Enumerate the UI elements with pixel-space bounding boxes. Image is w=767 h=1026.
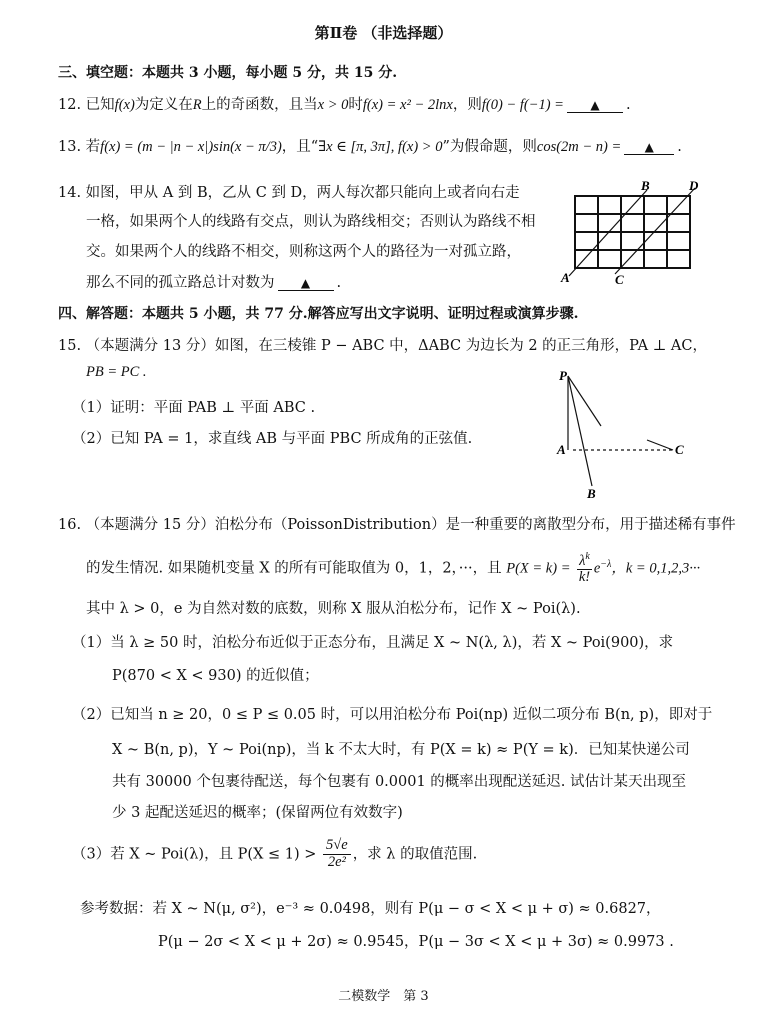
q15-part2: （2）已知 PA = 1，求直线 AB 与平面 PBC 所成角的正弦值. <box>72 431 473 447</box>
q16-p2-line2: X ~ B(n, p)，Y ~ Poi(np)，当 k 不太大时，有 P(X = k) ≈ P(Y = k)．已知某快递公司 <box>112 742 690 758</box>
q16-line2 <box>86 552 700 585</box>
q14-label-C: C <box>615 272 624 287</box>
q16-p3-num: 5√e <box>323 838 351 855</box>
q12-expr: f(x) = x² − 2lnx <box>362 97 453 113</box>
q13-text-c: ”为假命题，则 <box>442 139 537 155</box>
q12-ask: f(0) − f(−1) = <box>481 97 564 113</box>
q12-answer-blank[interactable]: ▲ <box>567 98 623 113</box>
q15-label-B: B <box>587 486 596 501</box>
q13-end: . <box>677 139 682 155</box>
q14-line4 <box>86 271 341 292</box>
q14-text1: 如图，甲从 A 到 B，乙从 C 到 D，两人每次都只能向上或者向右走 <box>85 185 520 201</box>
q15-part1: （1）证明：平面 PAB ⊥ 平面 ABC . <box>72 400 316 416</box>
q16-p2-line4: 少 3 起配送延迟的概率；(保留两位有效数字) <box>112 805 403 821</box>
q14-num: 14. <box>58 185 82 201</box>
q12-fx: f(x) <box>114 97 135 113</box>
q16-pmf-num-sup: k <box>585 551 590 562</box>
q12 <box>58 93 631 114</box>
q13-num: 13. <box>58 139 82 155</box>
q16-line3: 其中 λ > 0，e 为自然对数的底数，则称 X 服从泊松分布，记作 X ~ Poi(λ). <box>86 601 581 617</box>
q15-num: 15. <box>58 338 82 354</box>
q16-pmf-exp: e <box>593 560 601 577</box>
section4-heading: 四、解答题：本题共 5 小题，共 77 分.解答应写出文字说明、证明过程或演算步骤. <box>58 306 579 322</box>
q16-text2: 的发生情况. 如果随机变量 X 的所有可能取值为 0，1，2，···，且 <box>86 560 502 577</box>
q13-text-b: ，且“ <box>281 139 319 155</box>
q15-line2: PB = PC . <box>86 364 147 380</box>
q16-p3-den: 2e² <box>327 853 346 870</box>
q16-pmf-k: ，k = 0,1,2,3··· <box>611 560 701 577</box>
q13 <box>58 135 682 156</box>
q12-text-d: 时 <box>348 97 363 113</box>
q12-text-c: 上的奇函数，且当 <box>201 97 318 113</box>
q13-answer-blank[interactable]: ▲ <box>624 140 674 155</box>
q14-text4: 那么不同的孤立路总计对数为 <box>86 275 275 291</box>
q14-grid-figure <box>555 178 715 288</box>
q16-ref2: P(μ − 2σ < X < μ + 2σ) ≈ 0.9545，P(μ − 3σ < X < μ + 3σ) ≈ 0.9973 . <box>158 934 674 950</box>
q16-pmf-frac <box>577 552 592 585</box>
q16-line1 <box>58 513 736 534</box>
q14-label-A: A <box>561 270 570 285</box>
q16-p1-line1: （1）当 λ ≥ 50 时，泊松分布近似于正态分布，且满足 X ~ N(λ, λ)，若 X ~ Poi(900)，求 <box>72 635 674 651</box>
q14-line3: 交。如果两个人的线路不相交，则称这两个人的路径为一对孤立路， <box>86 244 521 260</box>
q16-p3 <box>72 838 477 871</box>
q16-pmf-lhs: P(X = k) = <box>506 560 571 577</box>
q14-label-D: D <box>689 178 699 193</box>
q14-line2: 一格，如果两个人的线路有交点，则认为路线相交；否则认为路线不相 <box>86 214 536 230</box>
q14-end: . <box>336 275 342 291</box>
section3-heading: 三、填空题：本题共 3 小题，每小题 5 分，共 15 分. <box>58 65 398 81</box>
q16-pmf-exp-sup: −λ <box>600 558 612 570</box>
q13-ask: cos(2m − n) = <box>536 139 622 155</box>
q15-line1 <box>58 334 707 355</box>
q16-num: 16. <box>58 517 82 533</box>
q16-p3-a: （3）若 X ~ Poi(λ)，且 P(X ≤ 1) > <box>72 846 317 863</box>
q14-answer-blank[interactable]: ▲ <box>278 276 334 291</box>
q12-end: . <box>625 97 631 113</box>
q15-label-C: C <box>675 442 684 457</box>
q16-p3-frac <box>323 838 351 871</box>
q16-ref1: 参考数据：若 X ~ N(μ, σ²)，e⁻³ ≈ 0.0498，则有 P(μ − σ < X < μ + σ) ≈ 0.6827， <box>80 901 661 917</box>
page-footer: 二模数学 第 3 <box>338 989 429 1004</box>
q16-p1-line2: P(870 < X < 930) 的近似值； <box>112 668 319 684</box>
q15-text1: （本题满分 13 分）如图，在三棱锥 P − ABC 中，ΔABC 为边长为 2 的正三角形，PA ⊥ AC， <box>85 338 708 354</box>
q12-text-e: ，则 <box>452 97 482 113</box>
q16-pmf-num: λ <box>579 552 586 569</box>
q12-cond: x > 0 <box>317 97 349 113</box>
q16-p2-line1: （2）已知当 n ≥ 20，0 ≤ P ≤ 0.05 时，可以用泊松分布 Poi(np) 近似二项分布 B(n, p)，即对于 <box>72 707 713 723</box>
q16-pmf-den: k! <box>578 569 591 586</box>
page-title: 第Ⅱ卷 （非选择题） <box>314 24 453 42</box>
q14-label-B: B <box>641 178 650 193</box>
q15-label-P: P <box>559 368 567 383</box>
q16-text1: （本题满分 15 分）泊松分布（PoissonDistribution）是一种重要的离散型分布，用于描述稀有事件 <box>85 517 736 533</box>
q13-expr: f(x) = (m − |n − x|)sin(x − π/3) <box>100 139 282 155</box>
q15-label-A: A <box>557 442 566 457</box>
q13-text-a: 若 <box>85 139 101 155</box>
q16-p2-line3: 共有 30000 个包裹待配送，每个包裹有 0.0001 的概率出现配送延迟. 试估计某天出现至 <box>112 774 687 790</box>
q12-text-a: 已知 <box>85 97 115 113</box>
q13-prop: ∃x ∈ [π, 3π], f(x) > 0 <box>318 139 443 155</box>
q12-num: 12. <box>58 97 82 113</box>
q15-pyramid-figure <box>555 364 695 504</box>
q12-text-b: 为定义在 <box>134 97 193 113</box>
q14-line1 <box>58 181 520 202</box>
q12-R: R <box>192 97 202 113</box>
q16-p3-b: ，求 λ 的取值范围. <box>352 846 478 863</box>
